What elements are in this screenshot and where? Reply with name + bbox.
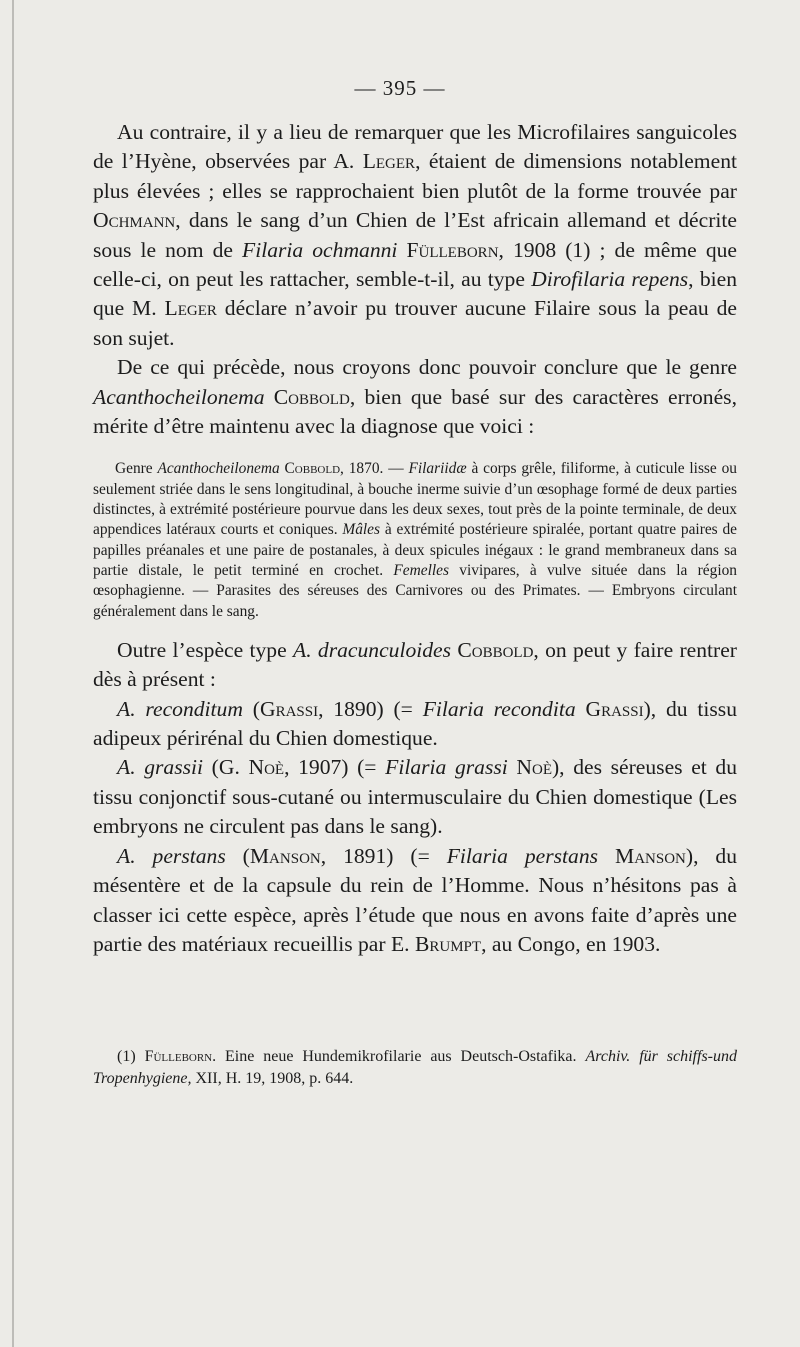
journal-title: Archiv. für schiffs-und Tropenhygiene, — [93, 1048, 738, 1087]
author-name: Grassi — [585, 696, 644, 721]
author-name: Grassi — [259, 696, 319, 721]
page-number: — 395 — — [354, 76, 446, 100]
author-name: Leger — [164, 296, 217, 321]
species-name: A. reconditum — [117, 696, 243, 721]
author-name: Manson — [615, 843, 686, 868]
synonym-name: Filaria recondita — [422, 696, 576, 721]
species-item-reconditum: A. reconditum (Grassi, 1890) (= Filaria recondita Grassi), du tissu adipeux périrénal du Chien domestique. — [93, 696, 738, 751]
author-name: Fülleborn — [406, 237, 499, 262]
author-name: Cobbold — [457, 637, 534, 662]
synonym-name: Filaria grassi — [385, 755, 508, 780]
footnote: (1) Fülleborn. Eine neue Hundemikrofilarie aus Deutsch-Ostafika. Archiv. für schiffs-und Tropenhygiene, XII, H. 19, 1908, p. 644. — [93, 1048, 738, 1087]
genus-name: Acanthocheilonema — [93, 384, 265, 409]
author-name: Leger — [362, 149, 416, 174]
females-label: Femelles — [393, 561, 449, 579]
author-name: Noè — [248, 755, 285, 780]
species-name: A. grassii — [117, 755, 204, 780]
author-name: Cobbold — [284, 460, 341, 478]
author-name: Cobbold — [273, 384, 350, 409]
author-name: Ochmann — [93, 208, 176, 233]
author-name: Manson — [249, 843, 321, 868]
paragraph-conclusion: De ce qui précède, nous croyons donc pouvoir conclure que le genre Acanthocheilonema Cobbold, bien que basé sur des caractères erronés, mérite d’être maintenu avec la diagnose que voici : — [93, 355, 737, 439]
genus-name: Acanthocheilonema — [157, 460, 280, 478]
species-name: Filaria ochmanni — [242, 237, 398, 262]
page-edge — [12, 0, 14, 1347]
species-name: Dirofilaria repens — [531, 267, 689, 292]
family-name: Filariidæ — [408, 460, 467, 478]
paragraph-microfilaires: Au contraire, il y a lieu de remarquer que les Microfilaires sanguicoles de l’Hyène, observées par A. Leger, étaient de dimensions notablement plus élevées ; elles se rapprochaient bien plutôt de la forme trouvée par Ochmann, dans le sang d’un Chien de l’Est africain allemand et décrite sous le nom de Filaria ochmanni Fülleborn, 1908 (1) ; de même que celle-ci, on peut les rattacher, semble-t-il, au type Dirofilaria repens, bien que M. Leger déclare n’avoir pu trouver aucune Filaire sous la peau de son sujet. — [93, 120, 737, 350]
paragraph-species-intro: Outre l’espèce type A. dracunculoides Cobbold, on peut y faire rentrer dès à présent : — [93, 637, 737, 692]
species-item-grassii: A. grassii (G. Noè, 1907) (= Filaria grassi Noè), des séreuses et du tissu conjonctif sous-cutané ou intermusculaire du Chien domestique (Les embryons ne circulent pas dans le sang). — [93, 755, 738, 839]
genus-diagnosis: Genre Acanthocheilonema Cobbold, 1870. — Filariidæ à corps grêle, filiforme, à cuticule lisse ou seulement striée dans le sens longitudinal, à bouche inerme suivie d’un œsophage formé de deux parties distinctes, à extrémité postérieure pourvue dans les deux sexes, tout près de la pointe terminale, de deux appendices latéraux courts et coniques. Mâles à extrémité postérieure spiralée, portant quatre paires de papilles préanales et une paire de postanales, à deux spicules inégaux : le grand membraneux dans sa partie distale, le petit terminé en crochet. Femelles vivipares, à vulve située dans la région œsophagienne. — Parasites des séreuses des Carnivores ou des Primates. — Embryons circulant généralement dans le sang. — [93, 460, 737, 620]
synonym-name: Filaria perstans — [446, 843, 599, 868]
species-name: A. perstans — [117, 843, 226, 868]
author-name: Brumpt — [414, 931, 482, 956]
author-name: Fülleborn — [144, 1048, 213, 1065]
author-name: Noè — [516, 755, 552, 780]
species-name: A. dracunculoides — [293, 637, 452, 662]
main-text — [93, 118, 737, 959]
species-item-perstans: A. perstans (Manson, 1891) (= Filaria perstans Manson), du mésentère et de la capsule du rein de l’Homme. Nous n’hésitons pas à classer ici cette espèce, après l’étude que nous en avons faite d’après une partie des matériaux recueillis par E. Brumpt, au Congo, en 1903. — [93, 843, 738, 956]
males-label: Mâles — [342, 521, 380, 539]
footnote-marker: (1) — [117, 1048, 145, 1065]
